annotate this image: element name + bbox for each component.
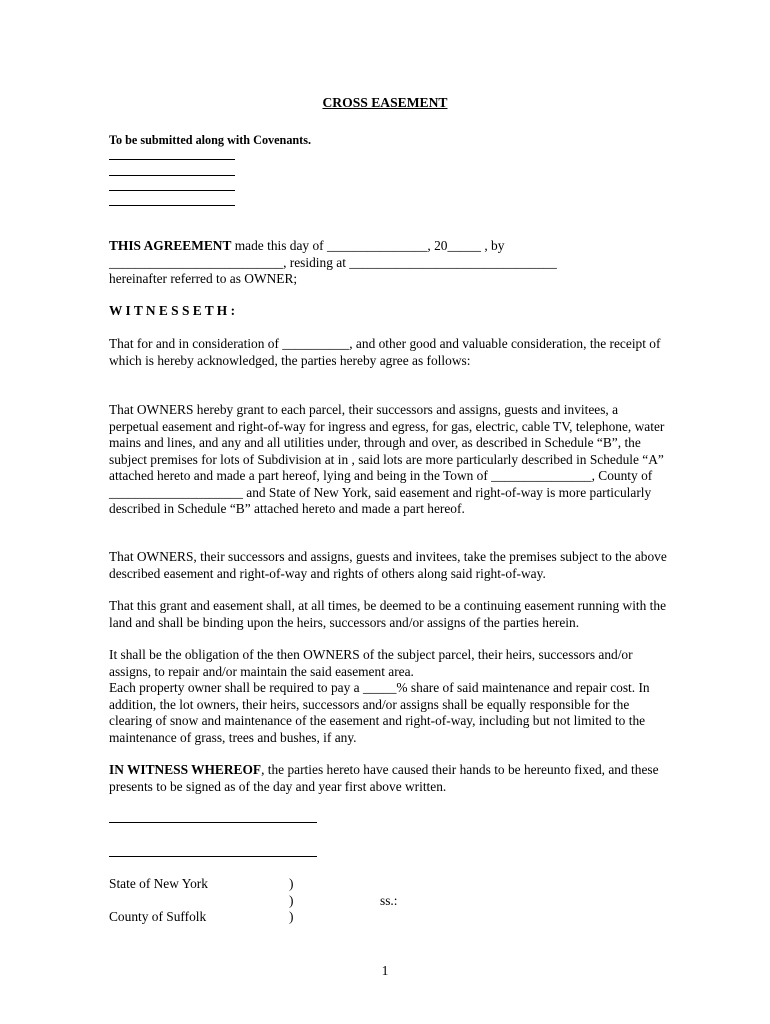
venue-paren: ) <box>289 893 294 908</box>
paragraph-consideration: That for and in consideration of __________, and other good and valuable consideration, the receipt of which is hereby acknowledged, the parties hereby agree as follows: <box>109 336 661 368</box>
page-number: 1 <box>381 963 389 978</box>
signature-line <box>109 822 317 823</box>
paragraph-witness-whereof <box>109 762 669 795</box>
agreement-line2: __________________________, residing at _______________________________ <box>109 254 557 270</box>
document-title: CROSS EASEMENT <box>322 95 448 110</box>
paragraph-continuing-easement: That this grant and easement shall, at all times, be deemed to be a continuing easement running with the land and shall be binding upon the heirs, successors and/or assigns of the parties herein. <box>109 598 667 630</box>
signature-line <box>109 856 317 857</box>
venue-ss: ss.: <box>380 893 398 908</box>
venue-paren: ) <box>289 876 294 891</box>
paragraph-grant: That OWNERS hereby grant to each parcel, their successors and assigns, guests and invitees, a perpetual easement and right-of-way for ingress and egress, for gas, electric, cable TV, telephone, water mains and lines, and any and all utilities under, through and over, as described in Schedule “B”, the subject premises for lots of Subdivision at in , said lots are more particularly described in Schedule “A” attached hereto and made a part hereof, lying and being in the Town of _______________, County of ____________________ and State of New York, said easement and right-of-way is more particularly described in Schedule “B” attached hereto and made a part hereof. <box>109 402 665 516</box>
agreement-lead: THIS AGREEMENT <box>109 238 232 253</box>
subtitle: To be submitted along with Covenants. <box>109 133 312 147</box>
venue-state: State of New York <box>109 876 208 891</box>
blank-line <box>109 175 235 176</box>
paragraph-obligation-a: It shall be the obligation of the then OWNERS of the subject parcel, their heirs, successors and/or assigns, to repair and/or maintain the said easement area. <box>109 647 633 679</box>
witnesseth-heading: W I T N E S S E T H : <box>109 303 236 318</box>
witness-whereof-lead: IN WITNESS WHEREOF <box>109 762 262 777</box>
blank-line <box>109 159 235 160</box>
paragraph-obligation-b: Each property owner shall be required to pay a _____% share of said maintenance and repair cost. In addition, the lot owners, their heirs, successors and/or assigns shall be equally responsible for the clearing of snow and maintenance of the easement and right-of-way, including but not limited to the maintenance of grass, trees and bushes, if any. <box>109 680 650 745</box>
venue-paren: ) <box>289 909 294 924</box>
agreement-block <box>109 238 669 288</box>
agreement-line3: hereinafter referred to as OWNER; <box>109 271 298 286</box>
blank-line <box>109 205 235 206</box>
agreement-line1: made this day of _______________, 20_____ , by <box>231 238 505 253</box>
paragraph-obligation <box>109 647 669 746</box>
witness-whereof-rest: , the parties hereto have caused their hands to be hereunto fixed, and these presents to be signed as of the day and year first above written. <box>109 762 659 794</box>
venue-county: County of Suffolk <box>109 909 207 924</box>
blank-line <box>109 190 235 191</box>
paragraph-premises: That OWNERS, their successors and assigns, guests and invitees, take the premises subject to the above described easement and right-of-way and rights of others along said right-of-way. <box>109 549 667 581</box>
